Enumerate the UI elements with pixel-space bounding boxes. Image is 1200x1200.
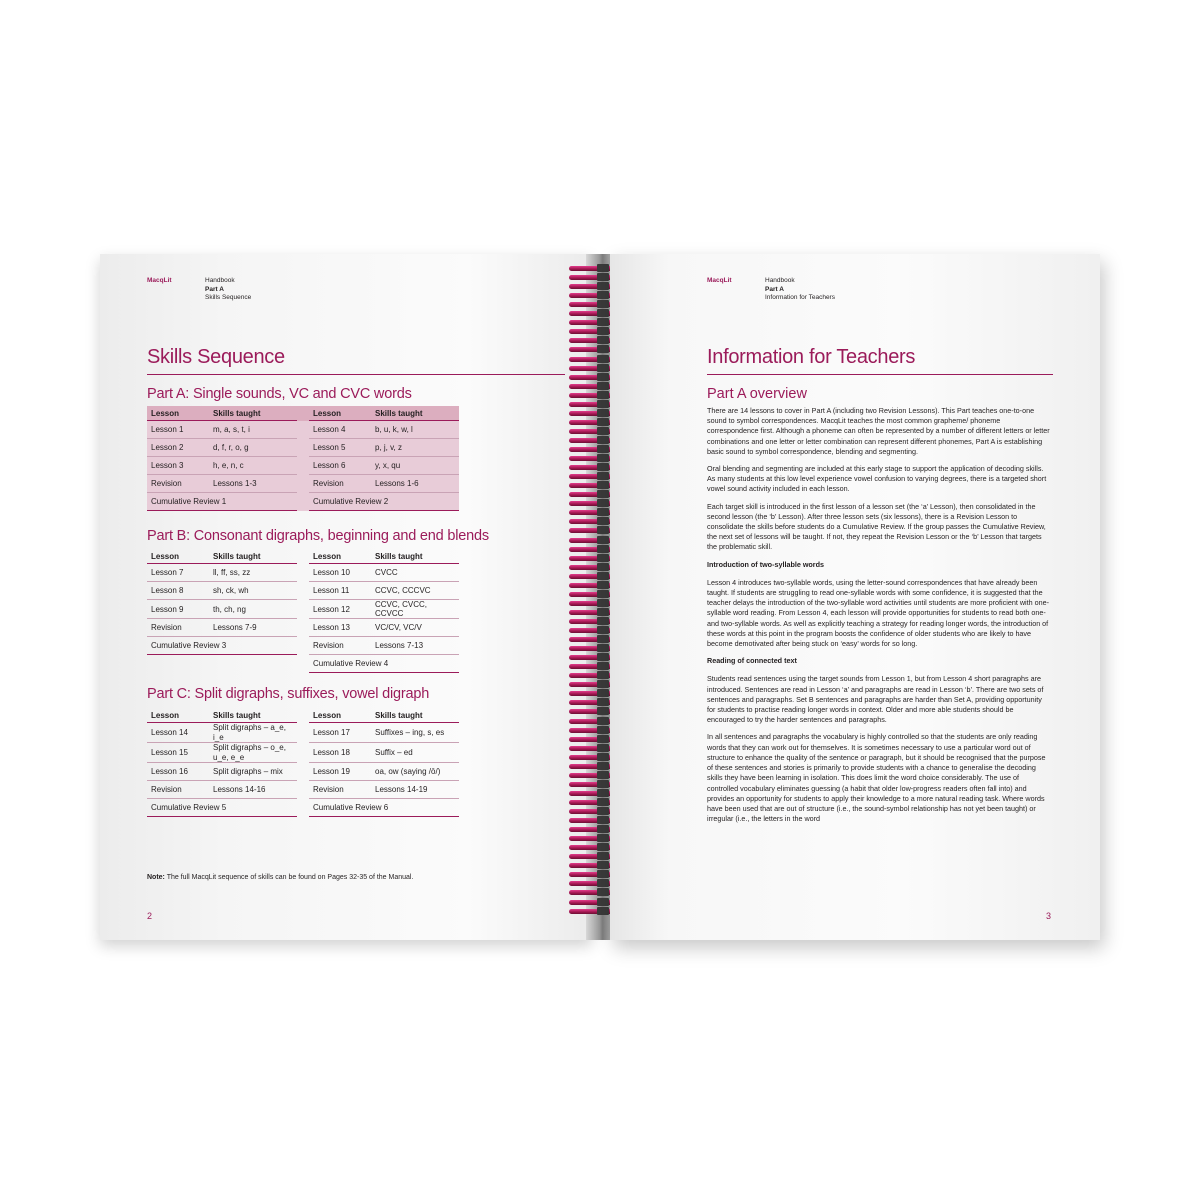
table-cell: Lesson 10 bbox=[309, 564, 371, 582]
table-cell: oa, ow (saying /ō/) bbox=[371, 763, 459, 781]
part-a-title: Part A: Single sounds, VC and CVC words bbox=[147, 386, 412, 402]
header-line-1: Handbook bbox=[765, 277, 795, 284]
title-rule bbox=[147, 374, 565, 375]
subheading: Reading of connected text bbox=[707, 656, 797, 666]
col-header: Skills taught bbox=[209, 708, 297, 723]
table-cell: Cumulative Review 6 bbox=[309, 799, 459, 817]
table-cell: Cumulative Review 4 bbox=[309, 655, 459, 673]
table-cell: Lessons 14-16 bbox=[209, 781, 297, 799]
table-row bbox=[147, 600, 459, 619]
table-cell: CCVC, CVCC, CCVCC bbox=[371, 600, 459, 619]
brand-label: MacqLit bbox=[707, 277, 732, 284]
col-header: Lesson bbox=[309, 406, 371, 421]
left-page bbox=[100, 254, 592, 940]
col-header: Lesson bbox=[147, 406, 209, 421]
table-row bbox=[147, 421, 459, 439]
part-c-table bbox=[147, 708, 459, 817]
table-cell: Revision bbox=[309, 637, 371, 655]
table-cell: y, x, qu bbox=[371, 457, 459, 475]
table-cell: CCVC, CCCVC bbox=[371, 582, 459, 600]
col-header: Skills taught bbox=[209, 549, 297, 564]
col-header: Skills taught bbox=[371, 549, 459, 564]
brand-label: MacqLit bbox=[147, 277, 172, 284]
table-cell: Split digraphs – a_e, i_e bbox=[209, 723, 297, 743]
col-header: Skills taught bbox=[371, 708, 459, 723]
table-cell: Cumulative Review 1 bbox=[147, 493, 297, 511]
footnote bbox=[147, 874, 413, 881]
table-cell: Revision bbox=[309, 781, 371, 799]
table-cell: Split digraphs – o_e, u_e, e_e bbox=[209, 743, 297, 763]
table-cell: Cumulative Review 3 bbox=[147, 637, 297, 655]
table-cell: Lesson 18 bbox=[309, 743, 371, 763]
table-row bbox=[147, 723, 459, 743]
paragraph: Students read sentences using the target sounds from Lesson 1, but from Lesson 4 short paragraphs are introduced. Sentences are read in Lesson ‘a’ and paragraphs are read in Lesson ‘b’. There are two sets of sentences and paragraphs. Set B sentences and paragraphs are harder than Set A, providing opportunity for students to practise reading longer words in context. Older and more able students should be encouraged to try the harder sentences and paragraphs. bbox=[707, 674, 1044, 725]
header-line-1: Handbook bbox=[205, 277, 235, 284]
table-cell: Split digraphs – mix bbox=[209, 763, 297, 781]
table-cell: CVCC bbox=[371, 564, 459, 582]
table-cell: Revision bbox=[147, 475, 209, 493]
table-cell: Lesson 13 bbox=[309, 619, 371, 637]
col-header: Lesson bbox=[147, 708, 209, 723]
table-cell: m, a, s, t, i bbox=[209, 421, 297, 439]
table-cell: Suffixes – ing, s, es bbox=[371, 723, 459, 743]
table-cell: Lesson 12 bbox=[309, 600, 371, 619]
table-cell: b, u, k, w, l bbox=[371, 421, 459, 439]
note-text: The full MacqLit sequence of skills can be found on Pages 32-35 of the Manual. bbox=[164, 874, 414, 881]
running-header bbox=[205, 277, 251, 303]
table-cell: Lessons 7-13 bbox=[371, 637, 459, 655]
table-cell: Lesson 1 bbox=[147, 421, 209, 439]
table-row bbox=[147, 743, 459, 763]
table-cell: Lesson 2 bbox=[147, 439, 209, 457]
col-header: Skills taught bbox=[209, 406, 297, 421]
header-line-2: Part A bbox=[205, 285, 224, 293]
col-header: Lesson bbox=[147, 549, 209, 564]
table-row bbox=[147, 439, 459, 457]
paragraph: There are 14 lessons to cover in Part A (including two Revision Lessons). This Part teaches one-to-one sound to symbol correspondences. MacqLit teaches the most common grapheme/ phoneme correspondence first. Although a phoneme can often be represented by a number of different letters or letter combinations and one letter or letter combination can represent different phonemes, Part A is establishing basic sound to symbol correspondence, blending and segmenting. bbox=[707, 406, 1050, 456]
table-cell: th, ch, ng bbox=[209, 600, 297, 619]
table-cell: Lesson 14 bbox=[147, 723, 209, 743]
table-cell: Lesson 7 bbox=[147, 564, 209, 582]
table-cell: ll, ff, ss, zz bbox=[209, 564, 297, 582]
table-cell: Cumulative Review 5 bbox=[147, 799, 297, 817]
paragraph: Oral blending and segmenting are included at this early stage to support the application of decoding skills. As many students at this low level experience vowel confusion to varying degrees, there is a targeted short vowel sound activity included in each lesson. bbox=[707, 464, 1047, 494]
page-number: 2 bbox=[147, 911, 153, 921]
table-cell: Lesson 19 bbox=[309, 763, 371, 781]
page-number: 3 bbox=[1046, 911, 1052, 921]
table-cell: Lesson 6 bbox=[309, 457, 371, 475]
body-text bbox=[707, 406, 1052, 831]
table-header-row bbox=[147, 708, 459, 723]
table-cell: Lessons 1-3 bbox=[209, 475, 297, 493]
table-cell: Lesson 5 bbox=[309, 439, 371, 457]
table-cell: h, e, n, c bbox=[209, 457, 297, 475]
table-row bbox=[147, 457, 459, 475]
table-cell: Revision bbox=[147, 781, 209, 799]
subheading: Introduction of two-syllable words bbox=[707, 559, 824, 569]
table-row bbox=[147, 655, 459, 673]
table-cell: Revision bbox=[147, 619, 209, 637]
table-row bbox=[147, 475, 459, 493]
paragraph: Each target skill is introduced in the first lesson of a lesson set (the ‘a’ Lesson), then consolidated in the second lesson (the ‘b’ Lesson). After three lesson sets (six lessons), there is a Revision Lesson to consolidate the skills before students do a Cumulative Review. If the group passes the Cumulative Review, the next set of lessons will be taught. If not, they repeat the Revision Lesson or the ‘b’ Lesson that targets the problematic skill. bbox=[707, 501, 1046, 552]
table-cell: Lesson 4 bbox=[309, 421, 371, 439]
table-cell: d, f, r, o, g bbox=[209, 439, 297, 457]
col-header: Skills taught bbox=[371, 406, 459, 421]
paragraph: In all sentences and paragraphs the vocabulary is highly controlled so that the students are only reading words that they can work out for themselves. It is sometimes necessary to use a particular word out of structure to enhance the quality of the sentence or paragraph, but it should be recognised that the purpose of these sentences and stories is primarily to provide students with a chance to generalise the decoding skills they have been learning in isolation. This does limit the word choice considerably. The use of controlled vocabulary eliminates guessing (a habit that older low-progress readers often fall into) and provides an opportunity for students to apply their knowledge to a more natural reading task. Where words have been used that are out of structure (i.e., the sound-symbol relationship has not yet been taught) or irregular (i.e., the letters in the word bbox=[707, 732, 1046, 824]
table-cell: Lesson 11 bbox=[309, 582, 371, 600]
table-cell: Lessons 1-6 bbox=[371, 475, 459, 493]
header-line-3: Information for Teachers bbox=[765, 294, 835, 301]
table-cell: Revision bbox=[309, 475, 371, 493]
table-cell: sh, ck, wh bbox=[209, 582, 297, 600]
table-cell: p, j, v, z bbox=[371, 439, 459, 457]
table-row bbox=[147, 493, 459, 511]
table-row bbox=[147, 619, 459, 637]
table-row bbox=[147, 582, 459, 600]
table-cell: Lesson 3 bbox=[147, 457, 209, 475]
col-header: Lesson bbox=[309, 549, 371, 564]
header-line-2: Part A bbox=[765, 285, 784, 293]
table-cell: Lessons 7-9 bbox=[209, 619, 297, 637]
part-b-title: Part B: Consonant digraphs, beginning and end blends bbox=[147, 528, 489, 544]
table-cell: Lesson 17 bbox=[309, 723, 371, 743]
table-cell: Lesson 8 bbox=[147, 582, 209, 600]
table-cell: Lesson 9 bbox=[147, 600, 209, 619]
table-row bbox=[147, 763, 459, 781]
section-subtitle: Part A overview bbox=[707, 386, 807, 402]
note-label: Note: bbox=[147, 874, 165, 881]
paragraph: Lesson 4 introduces two-syllable words, using the letter-sound correspondences that have already been taught. If students are struggling to read one-syllable words with some confidence, it is suggested that the teacher delays the introduction of the two-syllable word activities until students are more proficient with one-syllable word reading. From Lesson 4, each lesson will provide opportunities for students to read both one- and two-syllable words. As well as explicitly teaching a strategy for reading longer words, the introduction of these words at this point in the program boosts the confidence of older students who are likely to have become demotivated after being stuck on ‘easy’ words for so long. bbox=[707, 577, 1049, 649]
table-cell: Lessons 14-19 bbox=[371, 781, 459, 799]
table-row bbox=[147, 799, 459, 817]
running-header bbox=[765, 277, 835, 303]
part-c-title: Part C: Split digraphs, suffixes, vowel digraph bbox=[147, 686, 430, 702]
table-row bbox=[147, 781, 459, 799]
table-cell: Lesson 16 bbox=[147, 763, 209, 781]
table-cell: Lesson 15 bbox=[147, 743, 209, 763]
right-page bbox=[610, 254, 1100, 940]
page-title: Skills Sequence bbox=[147, 346, 285, 368]
title-rule bbox=[707, 374, 1053, 375]
col-header: Lesson bbox=[309, 708, 371, 723]
table-header-row bbox=[147, 406, 459, 421]
table-row bbox=[147, 637, 459, 655]
table-header-row bbox=[147, 549, 459, 564]
table-cell: VC/CV, VC/V bbox=[371, 619, 459, 637]
table-cell: Cumulative Review 2 bbox=[309, 493, 459, 511]
part-b-table bbox=[147, 549, 459, 673]
page-title: Information for Teachers bbox=[707, 346, 916, 368]
table-row bbox=[147, 564, 459, 582]
header-line-3: Skills Sequence bbox=[205, 294, 252, 301]
part-a-table bbox=[147, 406, 459, 511]
table-cell: Suffix – ed bbox=[371, 743, 459, 763]
